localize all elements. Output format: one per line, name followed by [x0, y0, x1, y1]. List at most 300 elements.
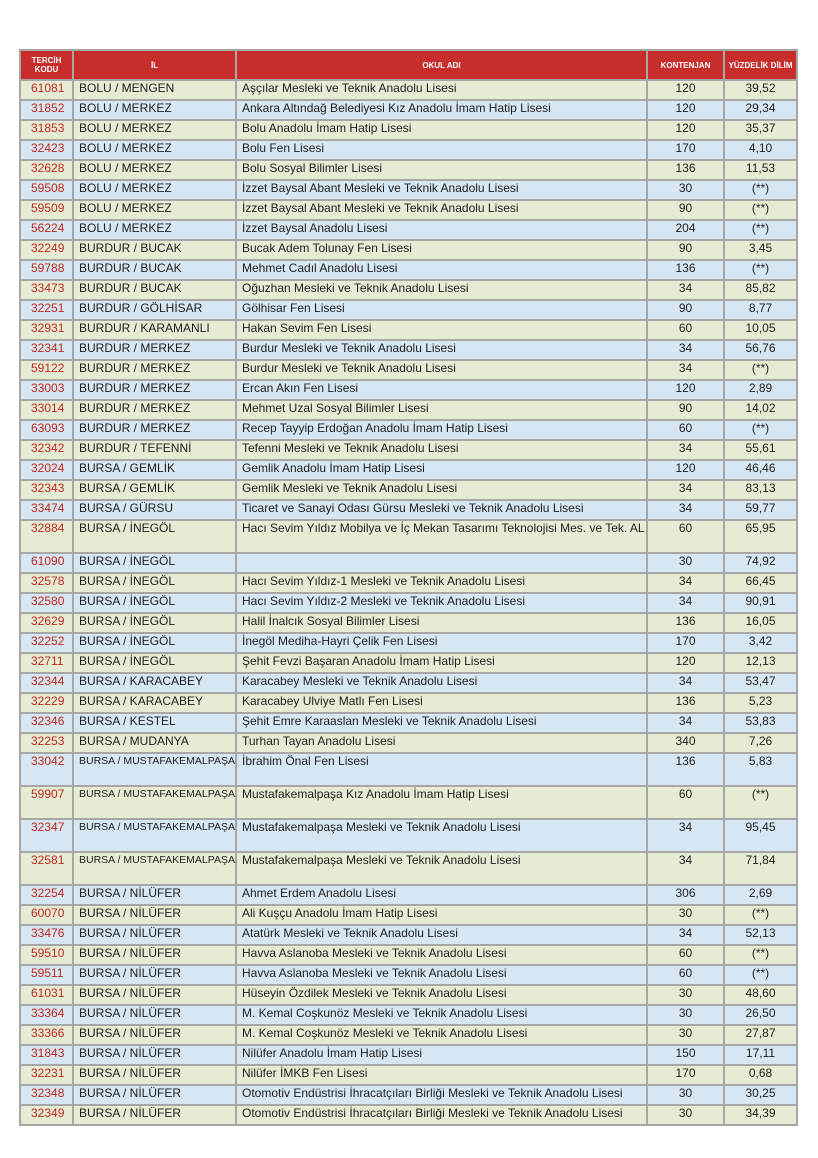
kontenjan-cell: 60 [647, 420, 724, 440]
kontenjan-cell: 30 [647, 180, 724, 200]
okul-adi-cell: Ercan Akın Fen Lisesi [236, 380, 647, 400]
okul-adi-cell [236, 553, 647, 573]
yuzdelik-dilim-cell: 16,05 [724, 613, 797, 633]
table-row [20, 1045, 797, 1065]
table-row [20, 573, 797, 593]
okul-adi-cell: Hüseyin Özdilek Mesleki ve Teknik Anadolu Lisesi [236, 985, 647, 1005]
tercih-kodu-cell: 32344 [20, 673, 73, 693]
il-cell: BURSA / İNEGÖL [73, 653, 236, 673]
il-cell: BURSA / NİLÜFER [73, 965, 236, 985]
tercih-kodu-cell: 59511 [20, 965, 73, 985]
il-cell: BURSA / KESTEL [73, 713, 236, 733]
yuzdelik-dilim-cell: 56,76 [724, 340, 797, 360]
tercih-kodu-cell: 59907 [20, 786, 73, 819]
il-cell: BOLU / MERKEZ [73, 140, 236, 160]
table-row [20, 786, 797, 819]
header-tercih-kodu: TERCİH KODU [20, 50, 73, 80]
table-row [20, 1085, 797, 1105]
tercih-kodu-cell: 59510 [20, 945, 73, 965]
kontenjan-cell: 90 [647, 200, 724, 220]
il-cell: BOLU / MERKEZ [73, 120, 236, 140]
il-cell: BURSA / NİLÜFER [73, 945, 236, 965]
okul-adi-cell: Mehmet Uzal Sosyal Bilimler Lisesi [236, 400, 647, 420]
tercih-kodu-cell: 32580 [20, 593, 73, 613]
okul-adi-cell: Gemlik Anadolu İmam Hatip Lisesi [236, 460, 647, 480]
tercih-kodu-cell: 32423 [20, 140, 73, 160]
okul-adi-cell: Karacabey Ulviye Matlı Fen Lisesi [236, 693, 647, 713]
table-row [20, 200, 797, 220]
yuzdelik-dilim-cell: 66,45 [724, 573, 797, 593]
tercih-kodu-cell: 33473 [20, 280, 73, 300]
okul-adi-cell: Tefenni Mesleki ve Teknik Anadolu Lisesi [236, 440, 647, 460]
yuzdelik-dilim-cell: 0,68 [724, 1065, 797, 1085]
okul-adi-cell: Mustafakemalpaşa Mesleki ve Teknik Anadolu Lisesi [236, 819, 647, 852]
yuzdelik-dilim-cell: 74,92 [724, 553, 797, 573]
tercih-kodu-cell: 31853 [20, 120, 73, 140]
tercih-kodu-cell: 32346 [20, 713, 73, 733]
okul-adi-cell: Mustafakemalpaşa Mesleki ve Teknik Anadolu Lisesi [236, 852, 647, 885]
kontenjan-cell: 136 [647, 613, 724, 633]
il-cell: BURSA / MUSTAFAKEMALPAŞA [73, 819, 236, 852]
tercih-kodu-cell: 33474 [20, 500, 73, 520]
tercih-kodu-cell: 32231 [20, 1065, 73, 1085]
kontenjan-cell: 90 [647, 240, 724, 260]
il-cell: BOLU / MERKEZ [73, 220, 236, 240]
il-cell: BOLU / MERKEZ [73, 180, 236, 200]
okul-adi-cell: Havva Aslanoba Mesleki ve Teknik Anadolu Lisesi [236, 945, 647, 965]
okul-adi-cell: Otomotiv Endüstrisi İhracatçıları Birliği Mesleki ve Teknik Anadolu Lisesi [236, 1105, 647, 1125]
table-row [20, 633, 797, 653]
yuzdelik-dilim-cell: 34,39 [724, 1105, 797, 1125]
table-row [20, 80, 797, 100]
kontenjan-cell: 30 [647, 985, 724, 1005]
il-cell: BURSA / İNEGÖL [73, 553, 236, 573]
kontenjan-cell: 34 [647, 852, 724, 885]
table-row [20, 240, 797, 260]
table-row [20, 380, 797, 400]
tercih-kodu-cell: 33476 [20, 925, 73, 945]
yuzdelik-dilim-cell: 3,42 [724, 633, 797, 653]
kontenjan-cell: 34 [647, 440, 724, 460]
yuzdelik-dilim-cell: 46,46 [724, 460, 797, 480]
okul-adi-cell: İzzet Baysal Anadolu Lisesi [236, 220, 647, 240]
tercih-kodu-cell: 33366 [20, 1025, 73, 1045]
tercih-kodu-cell: 32341 [20, 340, 73, 360]
il-cell: BURSA / İNEGÖL [73, 613, 236, 633]
il-cell: BURSA / NİLÜFER [73, 925, 236, 945]
tercih-kodu-cell: 61090 [20, 553, 73, 573]
il-cell: BURSA / MUDANYA [73, 733, 236, 753]
header-yuzdelik-dilim: YÜZDELİK DİLİM [724, 50, 797, 80]
kontenjan-cell: 60 [647, 965, 724, 985]
yuzdelik-dilim-cell: 85,82 [724, 280, 797, 300]
table-row [20, 925, 797, 945]
il-cell: BURDUR / KARAMANLI [73, 320, 236, 340]
il-cell: BURSA / NİLÜFER [73, 885, 236, 905]
tercih-kodu-cell: 33042 [20, 753, 73, 786]
okul-adi-cell: Ticaret ve Sanayi Odası Gürsu Mesleki ve Teknik Anadolu Lisesi [236, 500, 647, 520]
yuzdelik-dilim-cell: 53,47 [724, 673, 797, 693]
okul-adi-cell: Hakan Sevim Fen Lisesi [236, 320, 647, 340]
okul-adi-cell: Turhan Tayan Anadolu Lisesi [236, 733, 647, 753]
kontenjan-cell: 136 [647, 753, 724, 786]
yuzdelik-dilim-cell: 11,53 [724, 160, 797, 180]
table-row [20, 360, 797, 380]
tercih-kodu-cell: 31843 [20, 1045, 73, 1065]
tercih-kodu-cell: 59509 [20, 200, 73, 220]
tercih-kodu-cell: 32342 [20, 440, 73, 460]
school-table [19, 49, 798, 1126]
table-row [20, 945, 797, 965]
table-row [20, 220, 797, 240]
yuzdelik-dilim-cell: 30,25 [724, 1085, 797, 1105]
kontenjan-cell: 34 [647, 593, 724, 613]
yuzdelik-dilim-cell: 52,13 [724, 925, 797, 945]
okul-adi-cell: Recep Tayyip Erdoğan Anadolu İmam Hatip Lisesi [236, 420, 647, 440]
il-cell: BURSA / İNEGÖL [73, 520, 236, 553]
kontenjan-cell: 30 [647, 1085, 724, 1105]
tercih-kodu-cell: 59788 [20, 260, 73, 280]
il-cell: BURSA / KARACABEY [73, 673, 236, 693]
yuzdelik-dilim-cell: 35,37 [724, 120, 797, 140]
okul-adi-cell: Hacı Sevim Yıldız Mobilya ve İç Mekan Tasarımı Teknolojisi Mes. ve Tek. AL [236, 520, 647, 553]
kontenjan-cell: 136 [647, 260, 724, 280]
table-row [20, 160, 797, 180]
il-cell: BOLU / MERKEZ [73, 200, 236, 220]
yuzdelik-dilim-cell: 71,84 [724, 852, 797, 885]
kontenjan-cell: 120 [647, 100, 724, 120]
kontenjan-cell: 306 [647, 885, 724, 905]
okul-adi-cell: İzzet Baysal Abant Mesleki ve Teknik Anadolu Lisesi [236, 200, 647, 220]
okul-adi-cell: Hacı Sevim Yıldız-1 Mesleki ve Teknik Anadolu Lisesi [236, 573, 647, 593]
tercih-kodu-cell: 32229 [20, 693, 73, 713]
il-cell: BURSA / NİLÜFER [73, 905, 236, 925]
tercih-kodu-cell: 31852 [20, 100, 73, 120]
kontenjan-cell: 34 [647, 819, 724, 852]
yuzdelik-dilim-cell: (**) [724, 786, 797, 819]
tercih-kodu-cell: 33364 [20, 1005, 73, 1025]
yuzdelik-dilim-cell: 48,60 [724, 985, 797, 1005]
il-cell: BURDUR / MERKEZ [73, 400, 236, 420]
yuzdelik-dilim-cell: 8,77 [724, 300, 797, 320]
kontenjan-cell: 30 [647, 553, 724, 573]
kontenjan-cell: 34 [647, 713, 724, 733]
table-row [20, 693, 797, 713]
kontenjan-cell: 34 [647, 925, 724, 945]
header-okul-adi: OKUL ADI [236, 50, 647, 80]
table-row [20, 340, 797, 360]
il-cell: BURDUR / MERKEZ [73, 380, 236, 400]
tercih-kodu-cell: 32629 [20, 613, 73, 633]
yuzdelik-dilim-cell: 29,34 [724, 100, 797, 120]
il-cell: BURSA / NİLÜFER [73, 1045, 236, 1065]
kontenjan-cell: 34 [647, 340, 724, 360]
kontenjan-cell: 34 [647, 500, 724, 520]
il-cell: BURSA / GEMLİK [73, 480, 236, 500]
okul-adi-cell: Şehit Emre Karaaslan Mesleki ve Teknik Anadolu Lisesi [236, 713, 647, 733]
il-cell: BURDUR / MERKEZ [73, 420, 236, 440]
okul-adi-cell: Ali Kuşçu Anadolu İmam Hatip Lisesi [236, 905, 647, 925]
kontenjan-cell: 60 [647, 786, 724, 819]
table-row [20, 180, 797, 200]
tercih-kodu-cell: 32578 [20, 573, 73, 593]
yuzdelik-dilim-cell: 55,61 [724, 440, 797, 460]
yuzdelik-dilim-cell: 5,23 [724, 693, 797, 713]
tercih-kodu-cell: 32628 [20, 160, 73, 180]
okul-adi-cell: Aşçılar Mesleki ve Teknik Anadolu Lisesi [236, 80, 647, 100]
okul-adi-cell: Mustafakemalpaşa Kız Anadolu İmam Hatip Lisesi [236, 786, 647, 819]
table-row [20, 280, 797, 300]
yuzdelik-dilim-cell: (**) [724, 200, 797, 220]
yuzdelik-dilim-cell: 26,50 [724, 1005, 797, 1025]
yuzdelik-dilim-cell: (**) [724, 360, 797, 380]
tercih-kodu-cell: 32343 [20, 480, 73, 500]
kontenjan-cell: 30 [647, 1105, 724, 1125]
yuzdelik-dilim-cell: (**) [724, 180, 797, 200]
table-row [20, 120, 797, 140]
table-row [20, 1005, 797, 1025]
tercih-kodu-cell: 61081 [20, 80, 73, 100]
table-row [20, 965, 797, 985]
okul-adi-cell: Otomotiv Endüstrisi İhracatçıları Birliği Mesleki ve Teknik Anadolu Lisesi [236, 1085, 647, 1105]
table-row [20, 819, 797, 852]
table-row [20, 140, 797, 160]
yuzdelik-dilim-cell: 27,87 [724, 1025, 797, 1045]
okul-adi-cell: Havva Aslanoba Mesleki ve Teknik Anadolu Lisesi [236, 965, 647, 985]
il-cell: BURSA / MUSTAFAKEMALPAŞA [73, 786, 236, 819]
yuzdelik-dilim-cell: (**) [724, 965, 797, 985]
il-cell: BURSA / NİLÜFER [73, 1065, 236, 1085]
il-cell: BURSA / GÜRSU [73, 500, 236, 520]
okul-adi-cell: Nilüfer Anadolu İmam Hatip Lisesi [236, 1045, 647, 1065]
tercih-kodu-cell: 61031 [20, 985, 73, 1005]
tercih-kodu-cell: 59122 [20, 360, 73, 380]
table-row [20, 905, 797, 925]
kontenjan-cell: 90 [647, 400, 724, 420]
yuzdelik-dilim-cell: (**) [724, 260, 797, 280]
yuzdelik-dilim-cell: 65,95 [724, 520, 797, 553]
yuzdelik-dilim-cell: 53,83 [724, 713, 797, 733]
kontenjan-cell: 170 [647, 140, 724, 160]
okul-adi-cell: Bolu Anadolu İmam Hatip Lisesi [236, 120, 647, 140]
kontenjan-cell: 120 [647, 120, 724, 140]
table-row [20, 300, 797, 320]
kontenjan-cell: 60 [647, 520, 724, 553]
kontenjan-cell: 30 [647, 1005, 724, 1025]
il-cell: BURSA / NİLÜFER [73, 1005, 236, 1025]
il-cell: BURSA / NİLÜFER [73, 1085, 236, 1105]
table-row [20, 713, 797, 733]
table-row [20, 260, 797, 280]
yuzdelik-dilim-cell: (**) [724, 905, 797, 925]
table-row [20, 500, 797, 520]
kontenjan-cell: 30 [647, 905, 724, 925]
kontenjan-cell: 150 [647, 1045, 724, 1065]
kontenjan-cell: 34 [647, 480, 724, 500]
table-row [20, 653, 797, 673]
tercih-kodu-cell: 32347 [20, 819, 73, 852]
table-row [20, 1065, 797, 1085]
table-row [20, 320, 797, 340]
okul-adi-cell: Mehmet Cadıl Anadolu Lisesi [236, 260, 647, 280]
okul-adi-cell: İnegöl Mediha-Hayri Çelik Fen Lisesi [236, 633, 647, 653]
table-row [20, 885, 797, 905]
table-row [20, 985, 797, 1005]
il-cell: BURDUR / GÖLHİSAR [73, 300, 236, 320]
okul-adi-cell: Şehit Fevzi Başaran Anadolu İmam Hatip Lisesi [236, 653, 647, 673]
tercih-kodu-cell: 32254 [20, 885, 73, 905]
okul-adi-cell: İbrahim Önal Fen Lisesi [236, 753, 647, 786]
okul-adi-cell: İzzet Baysal Abant Mesleki ve Teknik Anadolu Lisesi [236, 180, 647, 200]
kontenjan-cell: 136 [647, 693, 724, 713]
table-row [20, 852, 797, 885]
tercih-kodu-cell: 32253 [20, 733, 73, 753]
yuzdelik-dilim-cell: 14,02 [724, 400, 797, 420]
kontenjan-cell: 170 [647, 1065, 724, 1085]
yuzdelik-dilim-cell: (**) [724, 220, 797, 240]
kontenjan-cell: 170 [647, 633, 724, 653]
header-row [20, 50, 797, 80]
tercih-kodu-cell: 32931 [20, 320, 73, 340]
il-cell: BOLU / MERKEZ [73, 160, 236, 180]
yuzdelik-dilim-cell: 90,91 [724, 593, 797, 613]
yuzdelik-dilim-cell: 10,05 [724, 320, 797, 340]
okul-adi-cell: Bucak Adem Tolunay Fen Lisesi [236, 240, 647, 260]
il-cell: BURSA / İNEGÖL [73, 593, 236, 613]
okul-adi-cell: Bolu Sosyal Bilimler Lisesi [236, 160, 647, 180]
tercih-kodu-cell: 32249 [20, 240, 73, 260]
tercih-kodu-cell: 33003 [20, 380, 73, 400]
il-cell: BURDUR / TEFENNİ [73, 440, 236, 460]
kontenjan-cell: 60 [647, 320, 724, 340]
il-cell: BURSA / NİLÜFER [73, 1105, 236, 1125]
tercih-kodu-cell: 63093 [20, 420, 73, 440]
il-cell: BURSA / İNEGÖL [73, 573, 236, 593]
il-cell: BOLU / MERKEZ [73, 100, 236, 120]
table-row [20, 480, 797, 500]
yuzdelik-dilim-cell: 17,11 [724, 1045, 797, 1065]
kontenjan-cell: 120 [647, 380, 724, 400]
tercih-kodu-cell: 32024 [20, 460, 73, 480]
il-cell: BURDUR / BUCAK [73, 280, 236, 300]
kontenjan-cell: 204 [647, 220, 724, 240]
kontenjan-cell: 34 [647, 573, 724, 593]
table-row [20, 733, 797, 753]
tercih-kodu-cell: 32349 [20, 1105, 73, 1125]
kontenjan-cell: 90 [647, 300, 724, 320]
table-row [20, 753, 797, 786]
table-row [20, 613, 797, 633]
okul-adi-cell: Gölhisar Fen Lisesi [236, 300, 647, 320]
kontenjan-cell: 340 [647, 733, 724, 753]
table-row [20, 100, 797, 120]
okul-adi-cell: Hacı Sevim Yıldız-2 Mesleki ve Teknik Anadolu Lisesi [236, 593, 647, 613]
kontenjan-cell: 34 [647, 673, 724, 693]
okul-adi-cell: Atatürk Mesleki ve Teknik Anadolu Lisesi [236, 925, 647, 945]
yuzdelik-dilim-cell: 59,77 [724, 500, 797, 520]
table-row [20, 673, 797, 693]
header-kontenjan: KONTENJAN [647, 50, 724, 80]
table-row [20, 1105, 797, 1125]
table-row [20, 593, 797, 613]
tercih-kodu-cell: 32711 [20, 653, 73, 673]
table-row [20, 553, 797, 573]
okul-adi-cell: Nilüfer İMKB Fen Lisesi [236, 1065, 647, 1085]
tercih-kodu-cell: 32348 [20, 1085, 73, 1105]
kontenjan-cell: 120 [647, 80, 724, 100]
il-cell: BURDUR / BUCAK [73, 240, 236, 260]
il-cell: BURSA / İNEGÖL [73, 633, 236, 653]
header-il: İL [73, 50, 236, 80]
table-row [20, 1025, 797, 1045]
tercih-kodu-cell: 33014 [20, 400, 73, 420]
kontenjan-cell: 30 [647, 1025, 724, 1045]
il-cell: BURDUR / MERKEZ [73, 340, 236, 360]
il-cell: BURSA / NİLÜFER [73, 1025, 236, 1045]
il-cell: BURSA / KARACABEY [73, 693, 236, 713]
okul-adi-cell: Ahmet Erdem Anadolu Lisesi [236, 885, 647, 905]
okul-adi-cell: Ankara Altındağ Belediyesi Kız Anadolu İmam Hatip Lisesi [236, 100, 647, 120]
yuzdelik-dilim-cell: (**) [724, 420, 797, 440]
kontenjan-cell: 60 [647, 945, 724, 965]
okul-adi-cell: Oğuzhan Mesleki ve Teknik Anadolu Lisesi [236, 280, 647, 300]
il-cell: BURSA / MUSTAFAKEMALPAŞA [73, 753, 236, 786]
yuzdelik-dilim-cell: 3,45 [724, 240, 797, 260]
table-row [20, 400, 797, 420]
yuzdelik-dilim-cell: 95,45 [724, 819, 797, 852]
tercih-kodu-cell: 32581 [20, 852, 73, 885]
tercih-kodu-cell: 32252 [20, 633, 73, 653]
table-body [20, 80, 797, 1125]
yuzdelik-dilim-cell: 2,69 [724, 885, 797, 905]
yuzdelik-dilim-cell: (**) [724, 945, 797, 965]
okul-adi-cell: Halil İnalcık Sosyal Bilimler Lisesi [236, 613, 647, 633]
tercih-kodu-cell: 32251 [20, 300, 73, 320]
okul-adi-cell: Gemlik Mesleki ve Teknik Anadolu Lisesi [236, 480, 647, 500]
tercih-kodu-cell: 32884 [20, 520, 73, 553]
okul-adi-cell: M. Kemal Coşkunöz Mesleki ve Teknik Anadolu Lisesi [236, 1005, 647, 1025]
table-row [20, 520, 797, 553]
tercih-kodu-cell: 56224 [20, 220, 73, 240]
okul-adi-cell: Burdur Mesleki ve Teknik Anadolu Lisesi [236, 340, 647, 360]
yuzdelik-dilim-cell: 5,83 [724, 753, 797, 786]
il-cell: BURDUR / MERKEZ [73, 360, 236, 380]
il-cell: BURDUR / BUCAK [73, 260, 236, 280]
kontenjan-cell: 120 [647, 653, 724, 673]
kontenjan-cell: 136 [647, 160, 724, 180]
table-row [20, 460, 797, 480]
il-cell: BURSA / MUSTAFAKEMALPAŞA [73, 852, 236, 885]
okul-adi-cell: M. Kemal Coşkunöz Mesleki ve Teknik Anadolu Lisesi [236, 1025, 647, 1045]
tercih-kodu-cell: 60070 [20, 905, 73, 925]
yuzdelik-dilim-cell: 83,13 [724, 480, 797, 500]
kontenjan-cell: 34 [647, 360, 724, 380]
yuzdelik-dilim-cell: 4,10 [724, 140, 797, 160]
il-cell: BURSA / GEMLİK [73, 460, 236, 480]
okul-adi-cell: Karacabey Mesleki ve Teknik Anadolu Lisesi [236, 673, 647, 693]
il-cell: BURSA / NİLÜFER [73, 985, 236, 1005]
yuzdelik-dilim-cell: 2,89 [724, 380, 797, 400]
okul-adi-cell: Burdur Mesleki ve Teknik Anadolu Lisesi [236, 360, 647, 380]
table-row [20, 420, 797, 440]
yuzdelik-dilim-cell: 12,13 [724, 653, 797, 673]
yuzdelik-dilim-cell: 39,52 [724, 80, 797, 100]
tercih-kodu-cell: 59508 [20, 180, 73, 200]
yuzdelik-dilim-cell: 7,26 [724, 733, 797, 753]
il-cell: BOLU / MENGEN [73, 80, 236, 100]
kontenjan-cell: 120 [647, 460, 724, 480]
okul-adi-cell: Bolu Fen Lisesi [236, 140, 647, 160]
